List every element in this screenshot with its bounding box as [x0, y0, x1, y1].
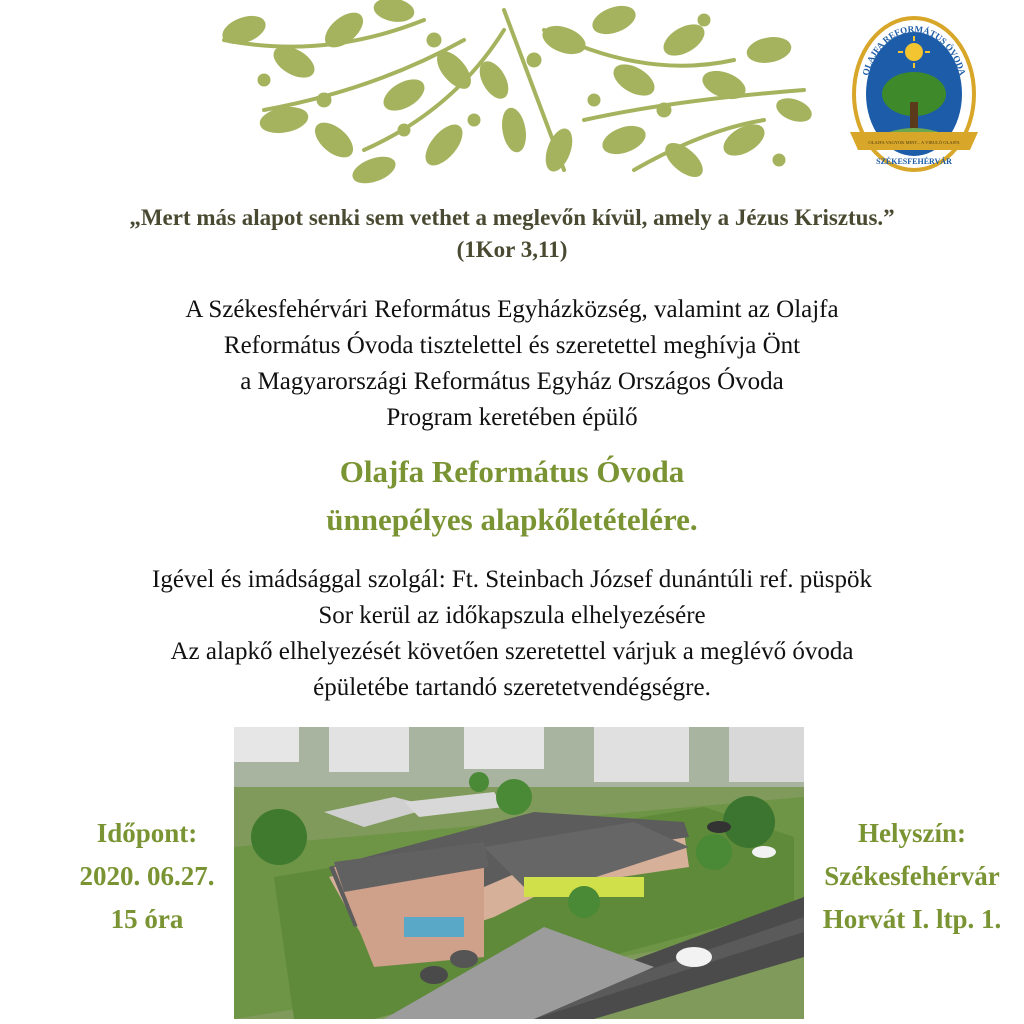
time-label: Időpont:	[96, 818, 198, 848]
time-date: 2020. 06.27.	[79, 861, 215, 891]
intro-line: Református Óvoda tisztelettel és szeretettel meghívja Önt	[223, 332, 801, 359]
location-label: Helyszín:	[858, 818, 966, 848]
emblem-ribbon-text: OLAJFA VAGYOK MINT... A VIRULÓ OLAJFA	[868, 140, 960, 145]
program-details	[0, 562, 1024, 706]
location-address: Horvát I. ltp. 1.	[822, 904, 1002, 934]
intro-line: A Székesfehérvári Református Egyházközség, valamint az Olajfa	[185, 296, 839, 323]
svg-text:OLAJFA REFORMÁTUS ÓVODA: OLAJFA REFORMÁTUS ÓVODA	[860, 23, 968, 77]
details-line: Sor kerül az időkapszula elhelyezésére	[318, 602, 706, 629]
details-line: Az alapkő elhelyezését követően szeretettel várjuk a meglévő óvoda	[170, 638, 854, 665]
event-title	[0, 448, 1024, 544]
olive-tree-emblem-icon	[844, 14, 984, 184]
details-line: Igével és imádsággal szolgál: Ft. Steinbach József dunántúli ref. püspök	[152, 566, 872, 593]
bible-quote	[0, 202, 1024, 266]
time-info	[36, 812, 258, 941]
event-title-line2: ünnepélyes alapkőletételére.	[326, 502, 698, 537]
emblem-city-text: SZÉKESFEHÉRVÁR	[876, 157, 952, 166]
school-emblem	[844, 14, 984, 184]
quote-text: „Mert más alapot senki sem vethet a meglevőn kívül, amely a Jézus Krisztus.”	[129, 205, 895, 230]
event-title-line1: Olajfa Református Óvoda	[339, 454, 685, 489]
quote-reference: (1Kor 3,11)	[456, 237, 568, 262]
location-city: Székesfehérvár	[824, 861, 1000, 891]
intro-line: a Magyarországi Református Egyház Országos Óvoda	[240, 368, 784, 395]
leaf-branches-decoration	[204, 0, 816, 185]
invitation-intro	[0, 292, 1024, 436]
details-line: épületébe tartandó szeretetvendégségre.	[313, 674, 711, 701]
time-hour: 15 óra	[110, 904, 184, 934]
building-rendering-image	[234, 727, 804, 1019]
location-info	[800, 812, 1024, 941]
intro-line: Program keretében épülő	[386, 404, 638, 431]
